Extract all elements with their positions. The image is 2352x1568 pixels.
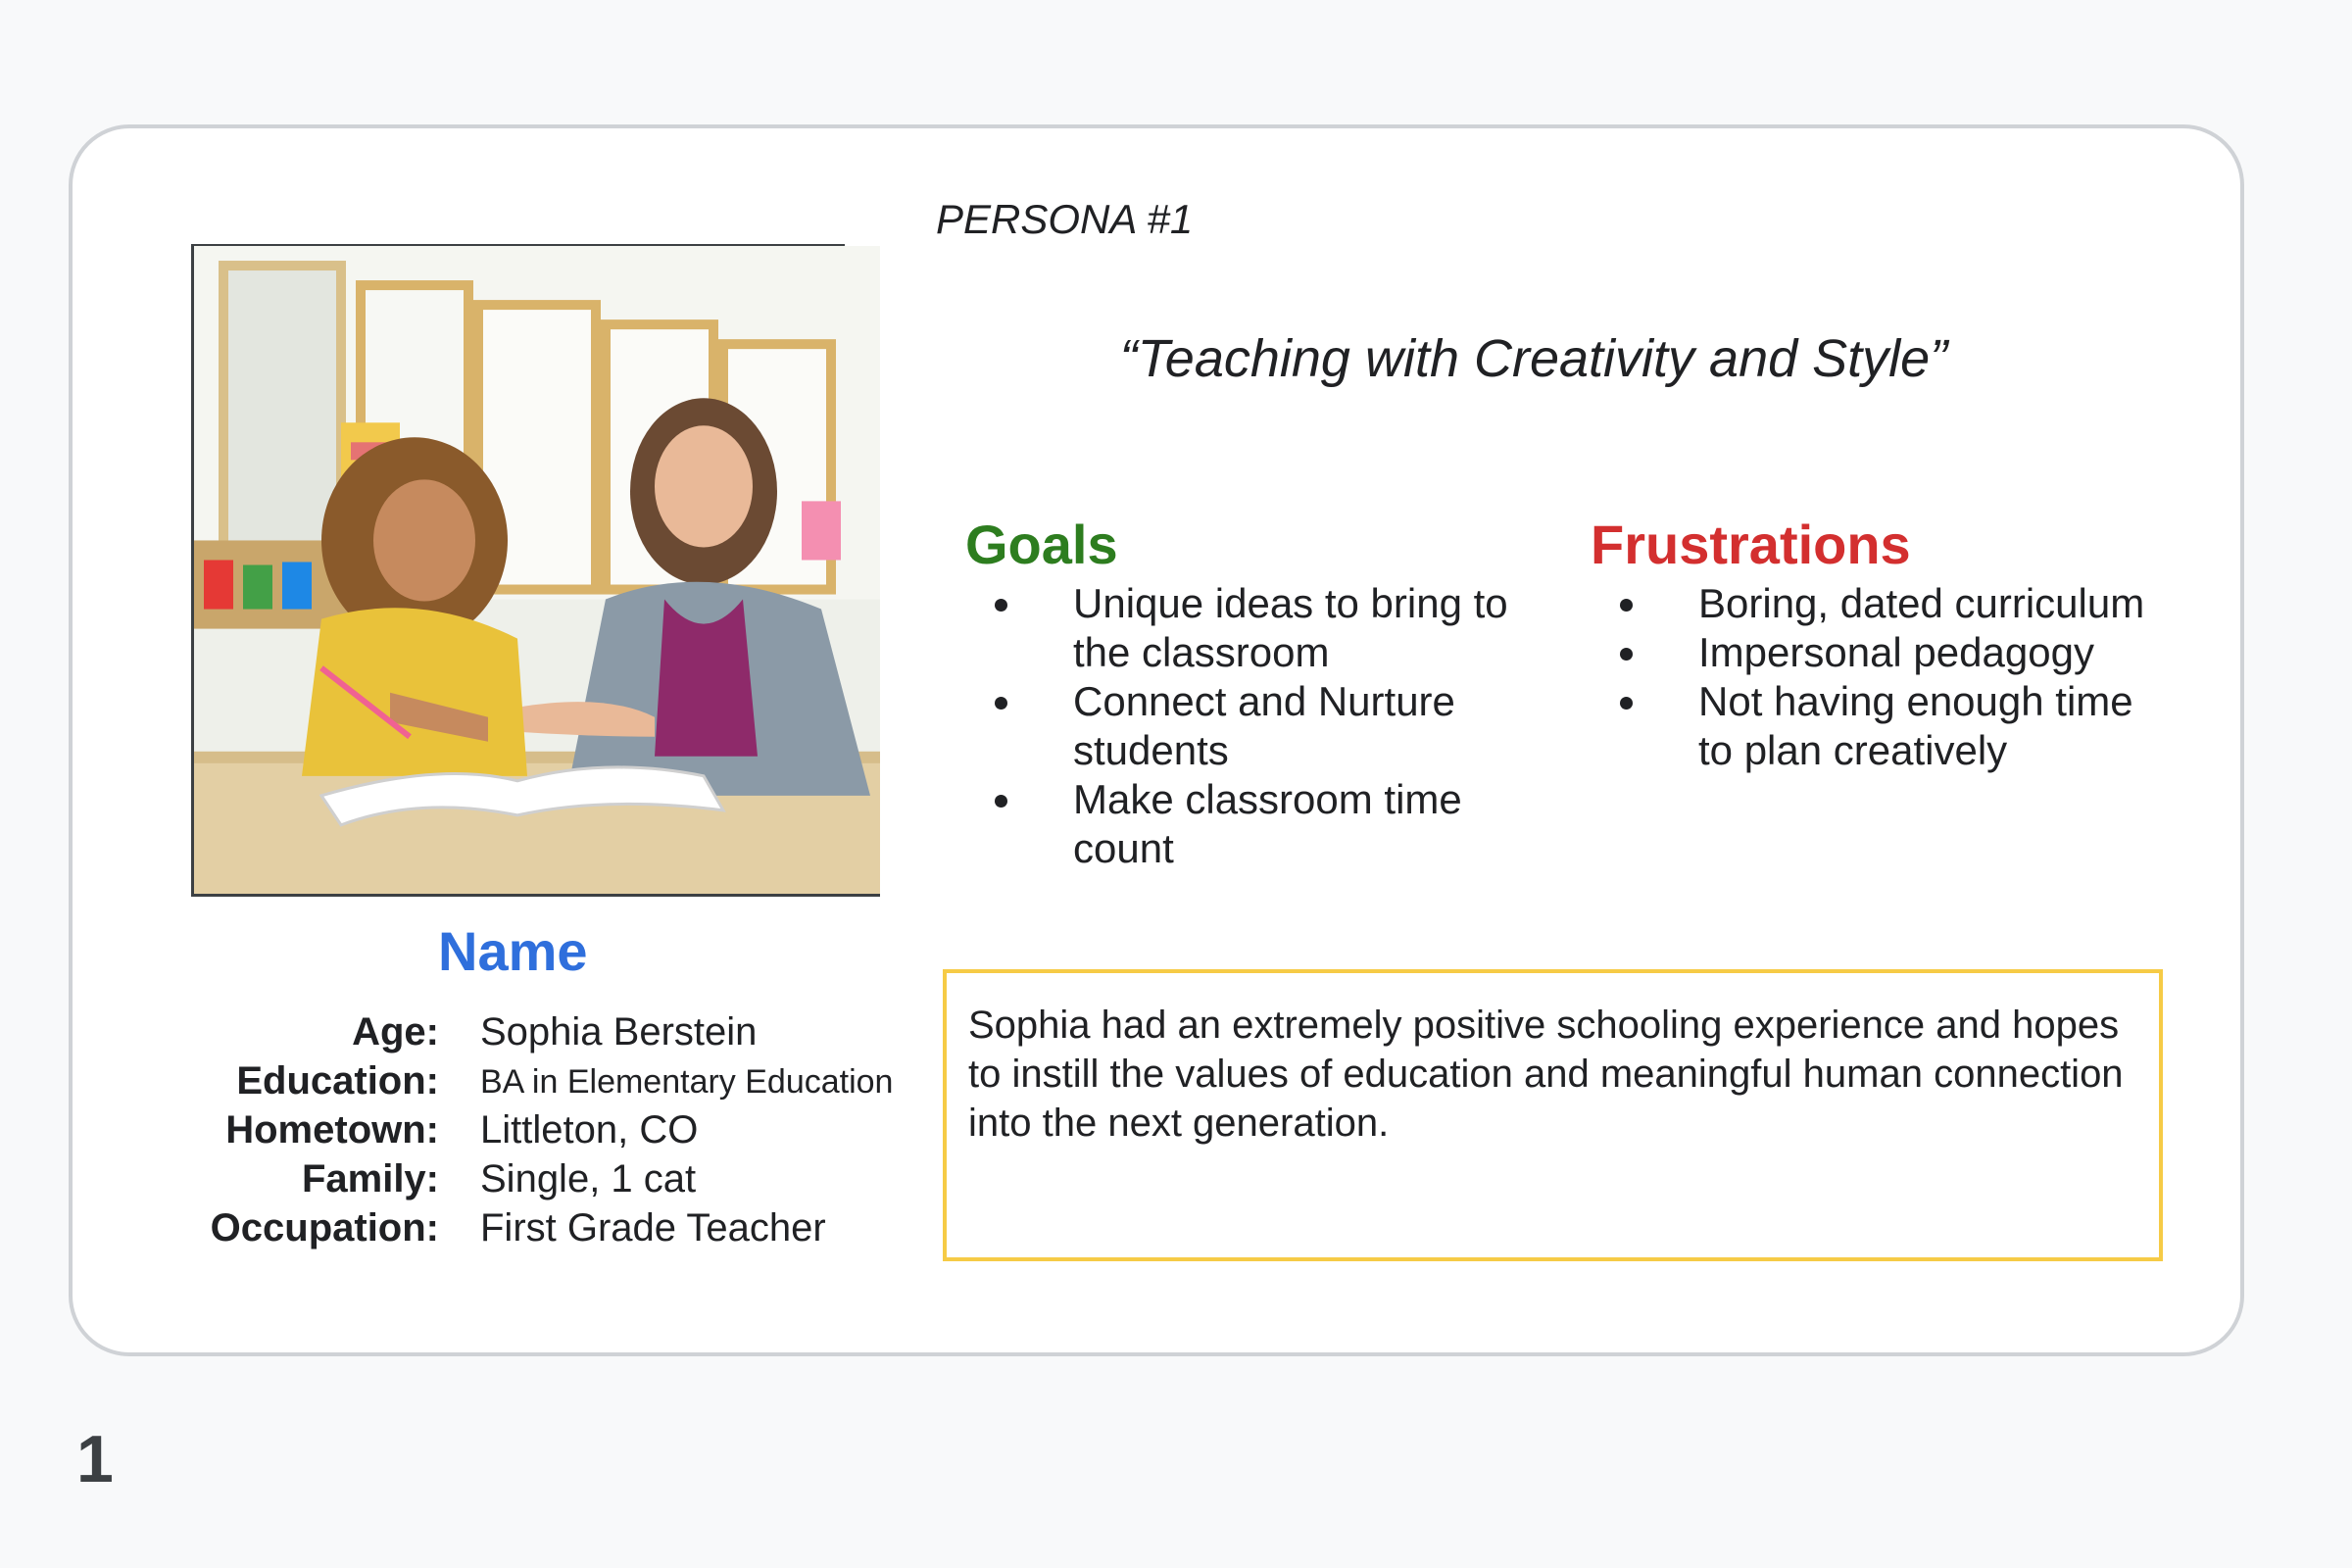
bullet-icon <box>1620 648 1633 661</box>
goal-item <box>965 775 1514 873</box>
persona-label: PERSONA #1 <box>936 196 1194 242</box>
goal-text: Connect and Nurture students <box>1073 678 1455 773</box>
persona-tagline: “Teaching with Creativity and Style” <box>1119 329 1948 388</box>
teacher-and-student-photo <box>194 246 880 894</box>
frustration-text: Impersonal pedagogy <box>1698 629 2094 675</box>
goal-text: Make classroom time count <box>1073 776 1462 871</box>
bullet-icon <box>995 697 1007 710</box>
detail-value: Littleton, CO <box>480 1108 699 1152</box>
frustrations-heading: Frustrations <box>1591 514 1911 575</box>
bullet-icon <box>1620 697 1633 710</box>
detail-key: Family: <box>301 1157 439 1200</box>
frustration-item <box>1591 579 2159 628</box>
slide-number: 1 <box>76 1422 114 1496</box>
name-label: Name <box>438 920 588 982</box>
frustrations-list <box>1591 579 2159 775</box>
goal-text: Unique ideas to bring to the classroom <box>1073 580 1508 675</box>
bullet-icon <box>995 795 1007 808</box>
goal-item <box>965 677 1514 775</box>
persona-photo <box>191 246 880 897</box>
bullet-icon <box>1620 599 1633 612</box>
detail-value: Single, 1 cat <box>480 1157 697 1200</box>
detail-value: First Grade Teacher <box>480 1206 826 1250</box>
goal-item <box>965 579 1514 677</box>
bullet-icon <box>995 599 1007 612</box>
detail-key: Hometown: <box>225 1108 439 1152</box>
detail-key: Education: <box>236 1059 439 1102</box>
frustration-text: Not having enough time to plan creatively <box>1698 678 2133 773</box>
frustration-text: Boring, dated curriculum <box>1698 580 2145 626</box>
frustration-item <box>1591 677 2159 775</box>
goals-list <box>965 579 1514 873</box>
frustration-item <box>1591 628 2159 677</box>
detail-key: Age: <box>352 1010 439 1054</box>
detail-value: Sophia Berstein <box>480 1010 758 1054</box>
goals-heading: Goals <box>965 514 1118 575</box>
detail-value: BA in Elementary Education <box>480 1063 894 1101</box>
persona-bio: Sophia had an extremely positive schooling experience and hopes to instill the values of education and meaningful human connection into the next generation. <box>943 969 2163 1261</box>
detail-key: Occupation: <box>210 1206 439 1250</box>
